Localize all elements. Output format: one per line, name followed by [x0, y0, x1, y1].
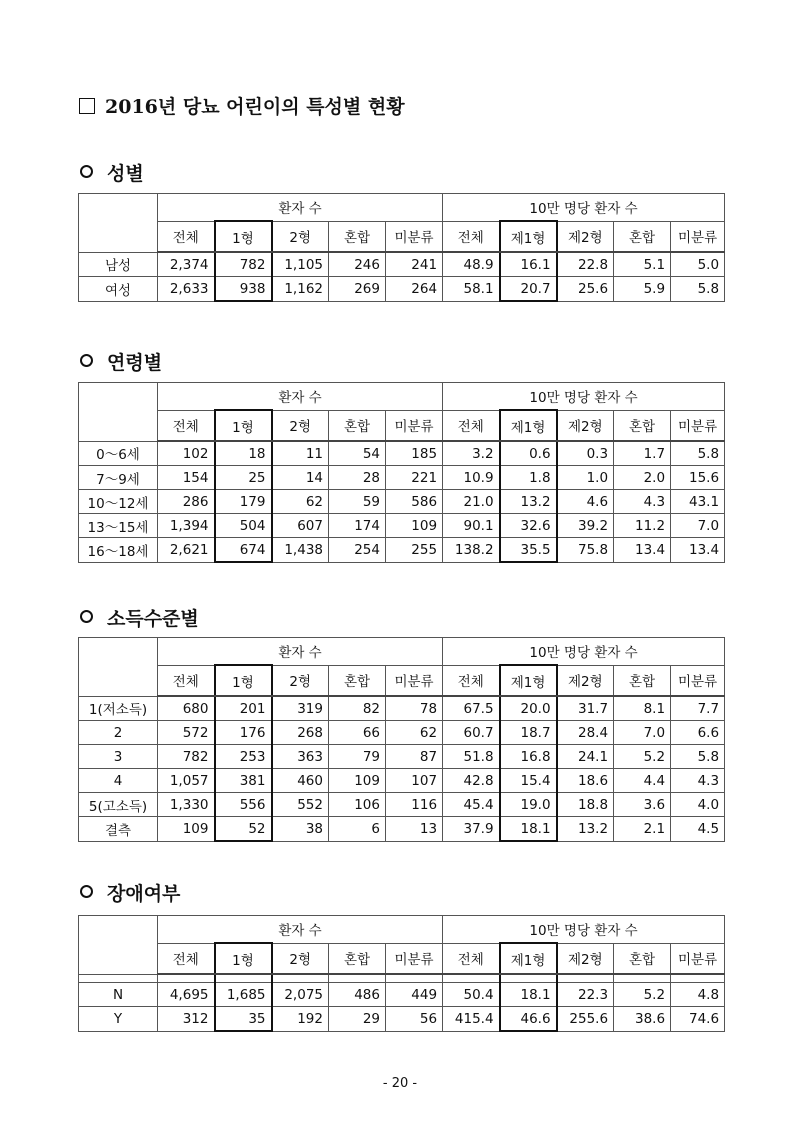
table-cell: 221: [386, 466, 443, 490]
table-cell: 66: [329, 721, 386, 745]
table-cell: 18.8: [557, 793, 614, 817]
table-cell: 35.5: [500, 538, 557, 563]
table-cell: 15.4: [500, 769, 557, 793]
circle-bullet-icon: [80, 354, 93, 367]
table-cell: 20.0: [500, 696, 557, 721]
column-header: 2형: [272, 665, 329, 696]
group-header-per100k: 10만 명당 환자 수: [443, 194, 725, 222]
section-heading-disability: [80, 879, 180, 906]
table-cell: 1.7: [614, 441, 671, 466]
column-header: 1형: [215, 665, 272, 696]
row-label: 남성: [79, 252, 158, 277]
table-cell: 59: [329, 490, 386, 514]
table-cell: 5.2: [614, 983, 671, 1007]
table-cell: 4.8: [671, 983, 725, 1007]
header-row-columns: [79, 665, 725, 696]
header-row-columns: [79, 410, 725, 441]
row-label: 결측: [79, 817, 158, 842]
table-cell: 2,075: [272, 983, 329, 1007]
table-cell: 22.3: [557, 983, 614, 1007]
table-gender: [78, 193, 725, 302]
column-header: 혼합: [329, 943, 386, 974]
row-label: 0～6세: [79, 441, 158, 466]
table-cell: 255.6: [557, 1007, 614, 1032]
table-cell: 556: [215, 793, 272, 817]
column-header: 1형: [215, 410, 272, 441]
column-header: 혼합: [329, 665, 386, 696]
table-cell: 449: [386, 983, 443, 1007]
table-cell: 19.0: [500, 793, 557, 817]
header-row-groups: [79, 383, 725, 411]
table-cell: 107: [386, 769, 443, 793]
table-cell: 2.0: [614, 466, 671, 490]
table-cell: 14: [272, 466, 329, 490]
table-cell: 25: [215, 466, 272, 490]
row-label: 여성: [79, 277, 158, 302]
table-cell: 18.6: [557, 769, 614, 793]
table-cell: 48.9: [443, 252, 500, 277]
column-header: 전체: [443, 665, 500, 696]
header-row-groups: [79, 916, 725, 944]
table-cell: 8.1: [614, 696, 671, 721]
table-cell: 62: [272, 490, 329, 514]
table-row: [79, 1007, 725, 1032]
table-cell: 79: [329, 745, 386, 769]
table-cell: 13: [386, 817, 443, 842]
table-cell: 1,162: [272, 277, 329, 302]
table-row: [79, 817, 725, 842]
table-row: [79, 983, 725, 1007]
column-header: 전체: [158, 943, 215, 974]
table-cell: 24.1: [557, 745, 614, 769]
table-cell: 1,057: [158, 769, 215, 793]
column-header: 미분류: [671, 221, 725, 252]
section-heading-text: 성별: [107, 163, 144, 185]
column-header: 혼합: [329, 410, 386, 441]
table-cell: 254: [329, 538, 386, 563]
corner-cell: [79, 638, 158, 697]
row-label: 2: [79, 721, 158, 745]
table-cell: 4,695: [158, 983, 215, 1007]
table-cell: 938: [215, 277, 272, 302]
group-header-patients: 환자 수: [158, 383, 443, 411]
table-cell: 319: [272, 696, 329, 721]
column-header: 전체: [443, 943, 500, 974]
column-header: 전체: [443, 221, 500, 252]
table-cell: 1,394: [158, 514, 215, 538]
table-cell: 109: [329, 769, 386, 793]
table-cell: 5.9: [614, 277, 671, 302]
table-cell: 241: [386, 252, 443, 277]
table-cell: 62: [386, 721, 443, 745]
column-header: 제1형: [500, 665, 557, 696]
column-header: 1형: [215, 943, 272, 974]
table-cell: 1.0: [557, 466, 614, 490]
header-row-groups: [79, 638, 725, 666]
column-header: 제2형: [557, 665, 614, 696]
table-cell: 2.1: [614, 817, 671, 842]
page-title-text: 2016년 당뇨 어린이의 특성별 현황: [105, 96, 405, 118]
table-cell: 2,374: [158, 252, 215, 277]
table-cell: 2,633: [158, 277, 215, 302]
table-cell: 4.3: [614, 490, 671, 514]
table-cell: 185: [386, 441, 443, 466]
table-cell: 18.7: [500, 721, 557, 745]
table-age: [78, 382, 725, 563]
table-cell: 116: [386, 793, 443, 817]
column-header: 전체: [158, 410, 215, 441]
table-cell: 75.8: [557, 538, 614, 563]
table-cell: 4.4: [614, 769, 671, 793]
table-cell: 11: [272, 441, 329, 466]
table-cell: 90.1: [443, 514, 500, 538]
corner-cell: [79, 194, 158, 253]
table-cell: 6: [329, 817, 386, 842]
table-cell: 253: [215, 745, 272, 769]
table-cell: 460: [272, 769, 329, 793]
section-heading-gender: [80, 159, 144, 186]
table-cell: 56: [386, 1007, 443, 1032]
column-header: 제1형: [500, 410, 557, 441]
column-header: 혼합: [614, 221, 671, 252]
table-cell: 16.8: [500, 745, 557, 769]
column-header: 미분류: [671, 665, 725, 696]
column-header: 혼합: [614, 943, 671, 974]
table-cell: 174: [329, 514, 386, 538]
circle-bullet-icon: [80, 165, 93, 178]
column-header: 제2형: [557, 221, 614, 252]
table-cell: 5.8: [671, 745, 725, 769]
table-cell: 38.6: [614, 1007, 671, 1032]
table-cell: 2,621: [158, 538, 215, 563]
table-cell: 39.2: [557, 514, 614, 538]
table-cell: 607: [272, 514, 329, 538]
section-heading-text: 연령별: [107, 352, 163, 374]
section-heading-text: 장애여부: [107, 883, 181, 905]
table-cell: 7.7: [671, 696, 725, 721]
table-cell: 3.6: [614, 793, 671, 817]
section-heading-text: 소득수준별: [107, 608, 199, 630]
table-cell: 45.4: [443, 793, 500, 817]
table-cell: 255: [386, 538, 443, 563]
table-cell: 20.7: [500, 277, 557, 302]
table-cell: 176: [215, 721, 272, 745]
column-header: 2형: [272, 410, 329, 441]
table-cell: 5.8: [671, 277, 725, 302]
table-cell: 28: [329, 466, 386, 490]
column-header: 전체: [158, 665, 215, 696]
circle-bullet-icon: [80, 885, 93, 898]
row-label: 1(저소득): [79, 696, 158, 721]
table-cell: 674: [215, 538, 272, 563]
table-row: [79, 277, 725, 302]
table-cell: 106: [329, 793, 386, 817]
column-header: 혼합: [614, 665, 671, 696]
header-row-columns: [79, 943, 725, 974]
table-cell: 1,330: [158, 793, 215, 817]
table-cell: 13.4: [614, 538, 671, 563]
row-label: 7～9세: [79, 466, 158, 490]
table-cell: 415.4: [443, 1007, 500, 1032]
group-header-per100k: 10만 명당 환자 수: [443, 916, 725, 944]
table-cell: 1.8: [500, 466, 557, 490]
table-cell: 5.0: [671, 252, 725, 277]
table-cell: 29: [329, 1007, 386, 1032]
table-row: [79, 441, 725, 466]
table-row: [79, 696, 725, 721]
row-label: 16～18세: [79, 538, 158, 563]
table-cell: 52: [215, 817, 272, 842]
column-header: 2형: [272, 943, 329, 974]
table-cell: 28.4: [557, 721, 614, 745]
table-cell: 18.1: [500, 817, 557, 842]
header-row-groups: [79, 194, 725, 222]
table-cell: 286: [158, 490, 215, 514]
table-row: [79, 745, 725, 769]
spacer-row: [79, 974, 725, 983]
table-cell: 5.8: [671, 441, 725, 466]
row-label: 3: [79, 745, 158, 769]
table-cell: 5.2: [614, 745, 671, 769]
table-cell: 78: [386, 696, 443, 721]
table-cell: 25.6: [557, 277, 614, 302]
row-label: 13～15세: [79, 514, 158, 538]
table-cell: 74.6: [671, 1007, 725, 1032]
header-row-columns: [79, 221, 725, 252]
table-cell: 35: [215, 1007, 272, 1032]
column-header: 혼합: [614, 410, 671, 441]
column-header: 전체: [443, 410, 500, 441]
table-cell: 268: [272, 721, 329, 745]
table-cell: 312: [158, 1007, 215, 1032]
table-cell: 87: [386, 745, 443, 769]
table-cell: 154: [158, 466, 215, 490]
table-cell: 4.6: [557, 490, 614, 514]
table-cell: 54: [329, 441, 386, 466]
checkbox-square-icon: [79, 98, 95, 114]
page-title: [79, 92, 405, 119]
table-cell: 586: [386, 490, 443, 514]
table-cell: 43.1: [671, 490, 725, 514]
table-cell: 4.5: [671, 817, 725, 842]
table-cell: 504: [215, 514, 272, 538]
table-cell: 0.3: [557, 441, 614, 466]
table-disability: [78, 915, 725, 1032]
table-cell: 486: [329, 983, 386, 1007]
table-cell: 102: [158, 441, 215, 466]
table-cell: 15.6: [671, 466, 725, 490]
table-cell: 5.1: [614, 252, 671, 277]
table-cell: 16.1: [500, 252, 557, 277]
column-header: 1형: [215, 221, 272, 252]
row-label: 5(고소득): [79, 793, 158, 817]
column-header: 혼합: [329, 221, 386, 252]
group-header-per100k: 10만 명당 환자 수: [443, 383, 725, 411]
table-cell: 18: [215, 441, 272, 466]
column-header: 전체: [158, 221, 215, 252]
table-cell: 67.5: [443, 696, 500, 721]
page-number: - 20 -: [382, 1076, 418, 1091]
column-header: 2형: [272, 221, 329, 252]
table-cell: 179: [215, 490, 272, 514]
table-cell: 363: [272, 745, 329, 769]
table-cell: 109: [386, 514, 443, 538]
table-cell: 109: [158, 817, 215, 842]
table-cell: 46.6: [500, 1007, 557, 1032]
table-row: [79, 490, 725, 514]
table-cell: 10.9: [443, 466, 500, 490]
table-cell: 6.6: [671, 721, 725, 745]
table-cell: 50.4: [443, 983, 500, 1007]
table-cell: 269: [329, 277, 386, 302]
column-header: 미분류: [671, 410, 725, 441]
table-row: [79, 252, 725, 277]
table-cell: 552: [272, 793, 329, 817]
table-cell: 7.0: [614, 721, 671, 745]
table-cell: 782: [215, 252, 272, 277]
column-header: 미분류: [386, 665, 443, 696]
table-cell: 7.0: [671, 514, 725, 538]
column-header: 미분류: [386, 943, 443, 974]
table-cell: 22.8: [557, 252, 614, 277]
table-cell: 13.4: [671, 538, 725, 563]
table-row: [79, 721, 725, 745]
table-cell: 32.6: [500, 514, 557, 538]
section-heading-age: [80, 348, 162, 375]
table-cell: 1,105: [272, 252, 329, 277]
column-header: 미분류: [671, 943, 725, 974]
column-header: 미분류: [386, 221, 443, 252]
table-row: [79, 514, 725, 538]
table-cell: 680: [158, 696, 215, 721]
table-cell: 4.3: [671, 769, 725, 793]
table-cell: 192: [272, 1007, 329, 1032]
table-cell: 42.8: [443, 769, 500, 793]
group-header-patients: 환자 수: [158, 194, 443, 222]
column-header: 제1형: [500, 221, 557, 252]
table-cell: 21.0: [443, 490, 500, 514]
table-cell: 201: [215, 696, 272, 721]
column-header: 제2형: [557, 410, 614, 441]
group-header-per100k: 10만 명당 환자 수: [443, 638, 725, 666]
column-header: 제1형: [500, 943, 557, 974]
corner-cell: [79, 916, 158, 975]
column-header: 미분류: [386, 410, 443, 441]
table-cell: 13.2: [500, 490, 557, 514]
table-cell: 246: [329, 252, 386, 277]
corner-cell: [79, 383, 158, 442]
table-cell: 0.6: [500, 441, 557, 466]
table-row: [79, 793, 725, 817]
table-cell: 60.7: [443, 721, 500, 745]
table-cell: 3.2: [443, 441, 500, 466]
table-income: [78, 637, 725, 842]
table-cell: 264: [386, 277, 443, 302]
table-cell: 1,685: [215, 983, 272, 1007]
table-row: [79, 769, 725, 793]
table-cell: 572: [158, 721, 215, 745]
table-cell: 37.9: [443, 817, 500, 842]
table-cell: 38: [272, 817, 329, 842]
row-label: N: [79, 983, 158, 1007]
group-header-patients: 환자 수: [158, 916, 443, 944]
table-cell: 31.7: [557, 696, 614, 721]
table-cell: 1,438: [272, 538, 329, 563]
table-cell: 13.2: [557, 817, 614, 842]
table-row: [79, 538, 725, 563]
table-cell: 58.1: [443, 277, 500, 302]
table-cell: 782: [158, 745, 215, 769]
table-cell: 138.2: [443, 538, 500, 563]
row-label: Y: [79, 1007, 158, 1032]
table-row: [79, 466, 725, 490]
table-cell: 11.2: [614, 514, 671, 538]
table-cell: 51.8: [443, 745, 500, 769]
table-cell: 82: [329, 696, 386, 721]
table-cell: 4.0: [671, 793, 725, 817]
table-cell: 18.1: [500, 983, 557, 1007]
row-label: 10～12세: [79, 490, 158, 514]
column-header: 제2형: [557, 943, 614, 974]
circle-bullet-icon: [80, 610, 93, 623]
section-heading-income: [80, 604, 199, 631]
group-header-patients: 환자 수: [158, 638, 443, 666]
row-label: 4: [79, 769, 158, 793]
table-cell: 381: [215, 769, 272, 793]
